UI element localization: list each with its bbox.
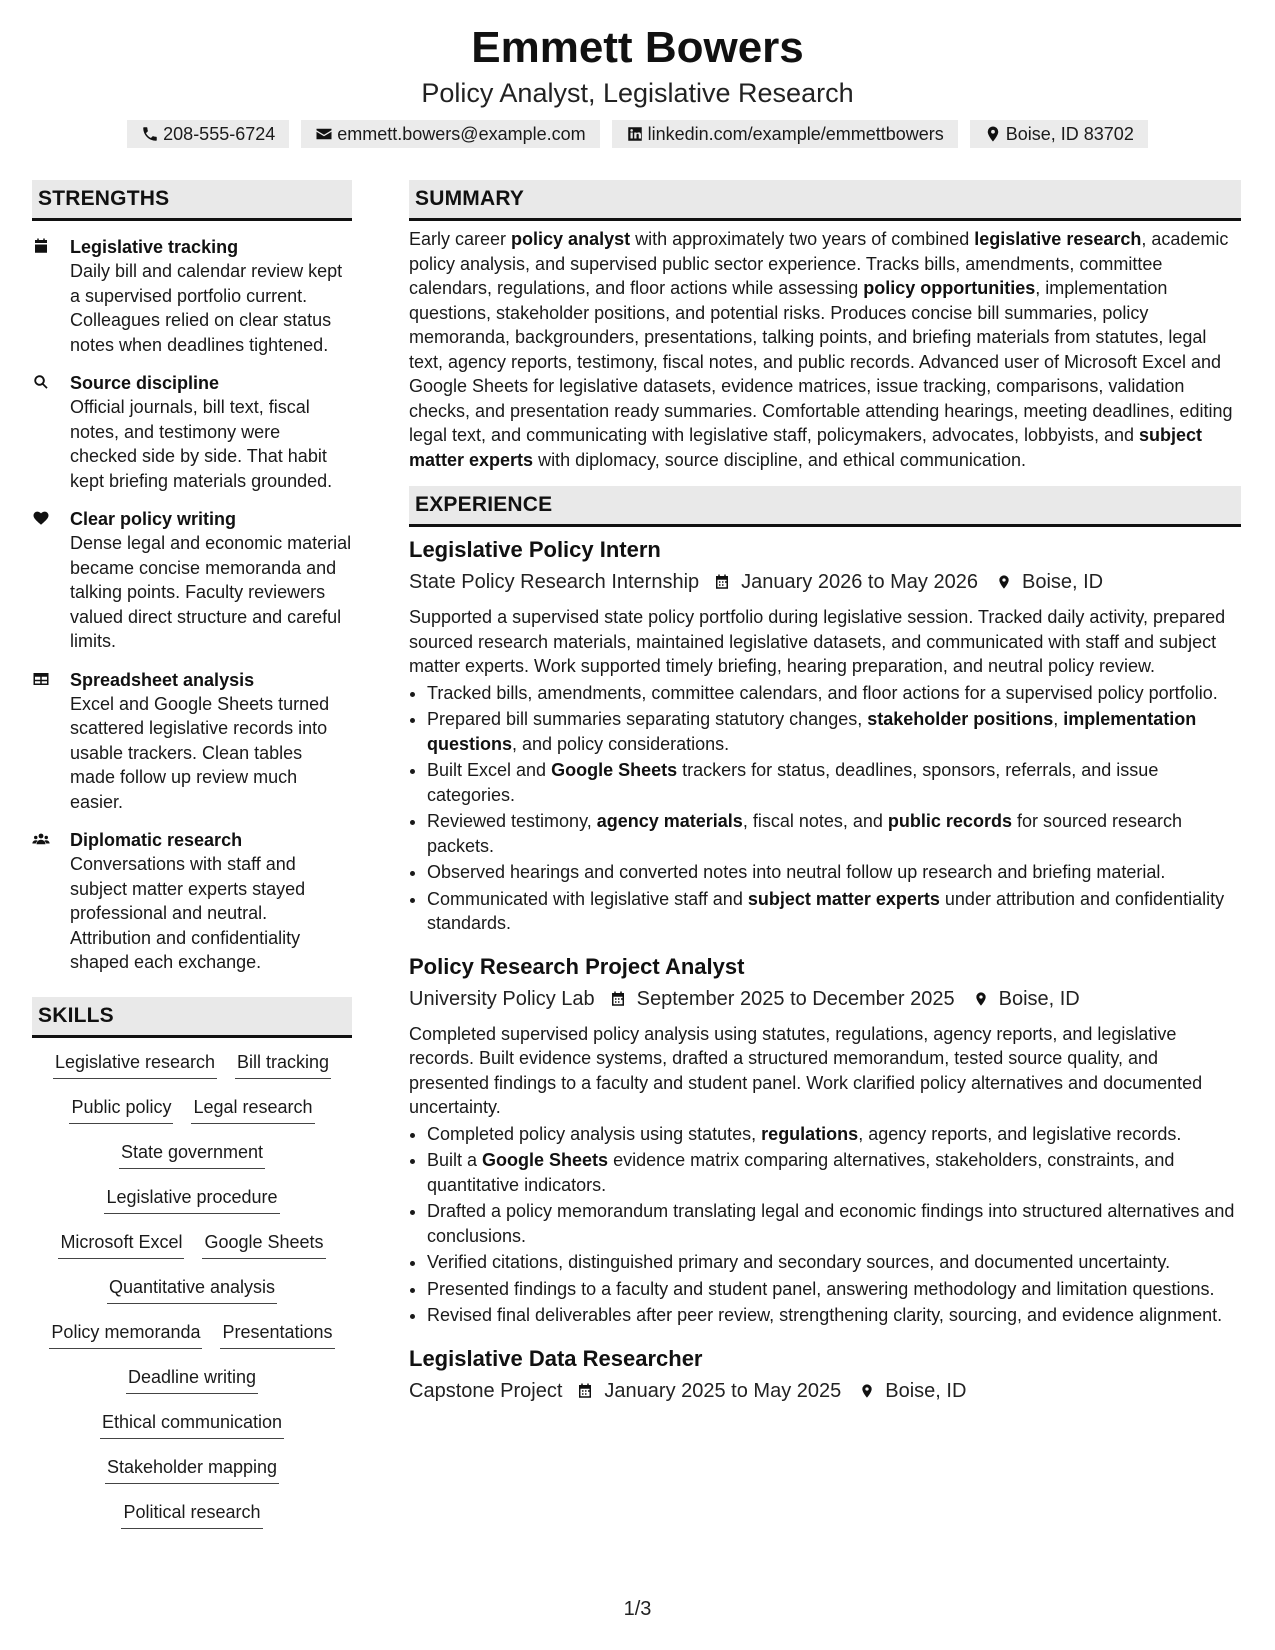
list-item: • Verified citations, distinguished primary and secondary sources, and documented uncertainty. — [427, 1250, 1241, 1275]
job-organization: University Policy Lab — [409, 987, 595, 1010]
job-bullets — [409, 681, 1241, 936]
skill-row — [32, 1455, 352, 1500]
job-title: Policy Research Project Analyst — [409, 953, 745, 979]
linkedin-icon — [626, 125, 644, 143]
candidate-role: Policy Analyst, Legislative Research — [421, 78, 854, 108]
skill-tag: Legislative research — [53, 1050, 217, 1079]
strengths-list — [32, 235, 352, 975]
job-dates: September 2025 to December 2025 — [636, 987, 955, 1010]
job-title: Legislative Data Researcher — [409, 1345, 703, 1371]
strength-description: Dense legal and economic material became concise memoranda and talking points. Faculty reviewers valued direct structure and careful limits. — [70, 533, 352, 651]
emphasis: subject matter experts — [747, 888, 940, 909]
skill-row — [32, 1230, 352, 1275]
contact-chip[interactable] — [612, 120, 958, 148]
right-column — [409, 180, 1241, 1406]
skill-tag: Legal research — [191, 1095, 314, 1124]
strength-title: Legislative tracking — [70, 237, 239, 257]
contact-chip[interactable] — [970, 120, 1148, 148]
location-pin-icon — [978, 572, 1022, 592]
skill-row — [32, 1095, 352, 1140]
strength-description: Conversations with staff and subject matter experts stayed professional and neutral. Attribution and confidentiality shaped each exchange. — [70, 854, 306, 972]
heart-icon — [32, 507, 70, 654]
skill-tag: State government — [119, 1140, 265, 1169]
skill-row — [32, 1365, 352, 1410]
skill-row — [32, 1500, 352, 1545]
calendar-icon — [699, 573, 741, 591]
job-title: Legislative Policy Intern — [409, 537, 661, 562]
page-number: 1/3 — [623, 1598, 652, 1620]
job-location: Boise, ID — [885, 1379, 967, 1402]
strength-description: Excel and Google Sheets turned scattered legislative records into usable trackers. Clean tables made follow up review much easier. — [70, 693, 330, 812]
skill-tag: Deadline writing — [126, 1365, 258, 1394]
contact-bar — [0, 120, 1275, 148]
strength-item — [32, 828, 352, 975]
skill-row — [32, 1185, 352, 1230]
location-pin-icon — [955, 989, 999, 1009]
location-pin-icon — [841, 1381, 885, 1401]
contact-text: linkedin.com/example/emmettbowers — [647, 124, 944, 144]
contact-text: Boise, ID 83702 — [1005, 124, 1134, 144]
calendar-icon — [562, 1382, 604, 1400]
calendar-icon — [32, 235, 70, 357]
strength-description: Official journals, bill text, fiscal notes, and testimony were checked side by side. That habit kept briefing materials grounded. — [70, 397, 333, 491]
strength-title: Clear policy writing — [70, 509, 237, 529]
strengths-heading: STRENGTHS — [32, 180, 352, 221]
experience-heading: EXPERIENCE — [409, 486, 1241, 527]
strength-item — [32, 235, 352, 357]
job-meta — [409, 1376, 1241, 1406]
strength-title: Source discipline — [70, 373, 220, 393]
emphasis: stakeholder positions — [867, 709, 1054, 729]
job-entry — [409, 535, 1241, 936]
emphasis: legislative research — [974, 229, 1142, 249]
list-item: • Observed hearings and converted notes into neutral follow up research and briefing material. — [427, 860, 1241, 885]
strength-title: Diplomatic research — [70, 830, 243, 850]
list-item: • Communicated with legislative staff and subject matter experts under attribution and confidentiality standards. — [427, 887, 1241, 936]
envelope-icon — [315, 125, 333, 143]
skill-tag: Legislative procedure — [104, 1185, 279, 1214]
job-location: Boise, ID — [998, 987, 1080, 1010]
skill-tag: Political research — [121, 1500, 262, 1529]
contact-text: 208-555-6724 — [163, 124, 276, 144]
candidate-name: Emmett Bowers — [471, 23, 804, 72]
resume-header — [0, 22, 1275, 148]
job-dates: January 2025 to May 2025 — [604, 1379, 842, 1402]
contact-chip[interactable] — [301, 120, 599, 148]
calendar-icon — [595, 990, 637, 1008]
job-description: Supported a supervised state policy portfolio during legislative session. Tracked daily activity, prepared sourced research materials, maintained legislative datasets, and communicated with staff and subject matter experts. Work supported timely briefing, hearing preparation, and neutral policy review. — [409, 607, 1226, 676]
job-meta — [409, 567, 1241, 597]
skill-tag: Bill tracking — [235, 1050, 331, 1079]
list-item: • Completed policy analysis using statutes, regulations, agency reports, and legislative records. — [427, 1122, 1241, 1147]
emphasis: subject matter experts — [409, 425, 1203, 470]
skill-tag: Policy memoranda — [49, 1320, 202, 1349]
list-item: • Drafted a policy memorandum translating legal and economic findings into structured alternatives and conclusions. — [427, 1199, 1241, 1248]
emphasis: policy analyst — [511, 229, 631, 249]
list-item: • Built a Google Sheets evidence matrix comparing alternatives, stakeholders, constraints, and quantitative indicators. — [427, 1148, 1241, 1197]
skill-tag: Presentations — [220, 1320, 334, 1349]
list-item: • Built Excel and Google Sheets trackers for status, deadlines, sponsors, referrals, and issue categories. — [427, 758, 1241, 807]
emphasis: Google Sheets — [551, 760, 678, 780]
skill-row — [32, 1140, 352, 1185]
skill-row — [32, 1320, 352, 1365]
phone-icon — [141, 125, 159, 143]
skill-row — [32, 1410, 352, 1455]
location-pin-icon — [984, 125, 1002, 143]
skill-tag: Public policy — [69, 1095, 173, 1124]
job-location: Boise, ID — [1021, 571, 1104, 593]
contact-chip — [127, 120, 289, 148]
strength-item — [32, 668, 352, 815]
skills-heading: SKILLS — [32, 997, 352, 1038]
contact-text: emmett.bowers@example.com — [337, 124, 586, 144]
skill-tag: Microsoft Excel — [58, 1230, 184, 1259]
left-column — [32, 180, 352, 1545]
skill-tag: Stakeholder mapping — [105, 1455, 279, 1484]
list-item: • Reviewed testimony, agency materials, fiscal notes, and public records for sourced research packets. — [427, 809, 1241, 858]
list-item: • Presented findings to a faculty and student panel, answering methodology and limitation questions. — [427, 1277, 1241, 1302]
job-description: Completed supervised policy analysis using statutes, regulations, agency reports, and legislative records. Built evidence systems, drafted a structured memorandum, tested source quality, and presented findings to a faculty and student panel. Work clarified policy alternatives and documented uncertainty. — [409, 1023, 1203, 1117]
experience-list — [409, 535, 1241, 1406]
strength-item — [32, 507, 352, 654]
summary-text: Early career policy analyst with approximately two years of combined legislative research, academic policy analysis, and supervised public sector experience. Tracks bills, amendments, committee calendars, regulations, and floor actions while assessing policy opportunities, implementation questions, stakeholder positions, and potential risks. Produces concise bill summaries, policy memoranda, backgrounders, presentations, talking points, and briefing materials from statutes, legal text, agency reports, testimony, fiscal notes, and public records. Advanced user of Microsoft Excel and Google Sheets for legislative datasets, evidence matrices, issue tracking, comparisons, validation checks, and presentation ready summaries. Comfortable attending hearings, meeting deadlines, editing legal text, and communicating with legislative staff, policymakers, advocates, lobbyists, and subject matter experts with diplomacy, source discipline, and ethical communication. — [409, 229, 1233, 470]
list-item: • Prepared bill summaries separating statutory changes, stakeholder positions, implementation questions, and policy considerations. — [427, 707, 1241, 756]
job-organization: State Policy Research Internship — [409, 571, 700, 593]
list-item: • Tracked bills, amendments, committee calendars, and floor actions for a supervised policy portfolio. — [427, 681, 1241, 706]
list-item: • Revised final deliverables after peer review, strengthening clarity, sourcing, and evidence alignment. — [427, 1303, 1241, 1328]
job-entry — [409, 1344, 1241, 1406]
emphasis: policy opportunities — [863, 278, 1036, 298]
job-meta — [409, 984, 1241, 1014]
skill-tag: Quantitative analysis — [107, 1275, 277, 1304]
emphasis: agency materials — [596, 811, 743, 831]
emphasis: public records — [887, 811, 1012, 831]
job-organization: Capstone Project — [409, 1379, 563, 1402]
strength-item — [32, 371, 352, 493]
job-dates: January 2026 to May 2026 — [741, 571, 978, 593]
skill-row — [32, 1050, 352, 1095]
skills-list — [32, 1050, 352, 1545]
skill-row — [32, 1275, 352, 1320]
table-icon — [32, 668, 70, 815]
search-icon — [32, 371, 70, 493]
job-bullets — [409, 1122, 1241, 1328]
strength-title: Spreadsheet analysis — [70, 669, 255, 690]
users-icon — [32, 828, 70, 975]
emphasis: Google Sheets — [482, 1150, 609, 1170]
skill-tag: Ethical communication — [100, 1410, 284, 1439]
strength-description: Daily bill and calendar review kept a supervised portfolio current. Colleagues relied on clear status notes when deadlines tightened. — [70, 261, 343, 355]
skill-tag: Google Sheets — [202, 1230, 325, 1259]
emphasis: regulations — [761, 1123, 859, 1144]
job-entry — [409, 952, 1241, 1328]
summary-heading: SUMMARY — [409, 180, 1241, 221]
emphasis: implementation questions — [427, 709, 1197, 754]
